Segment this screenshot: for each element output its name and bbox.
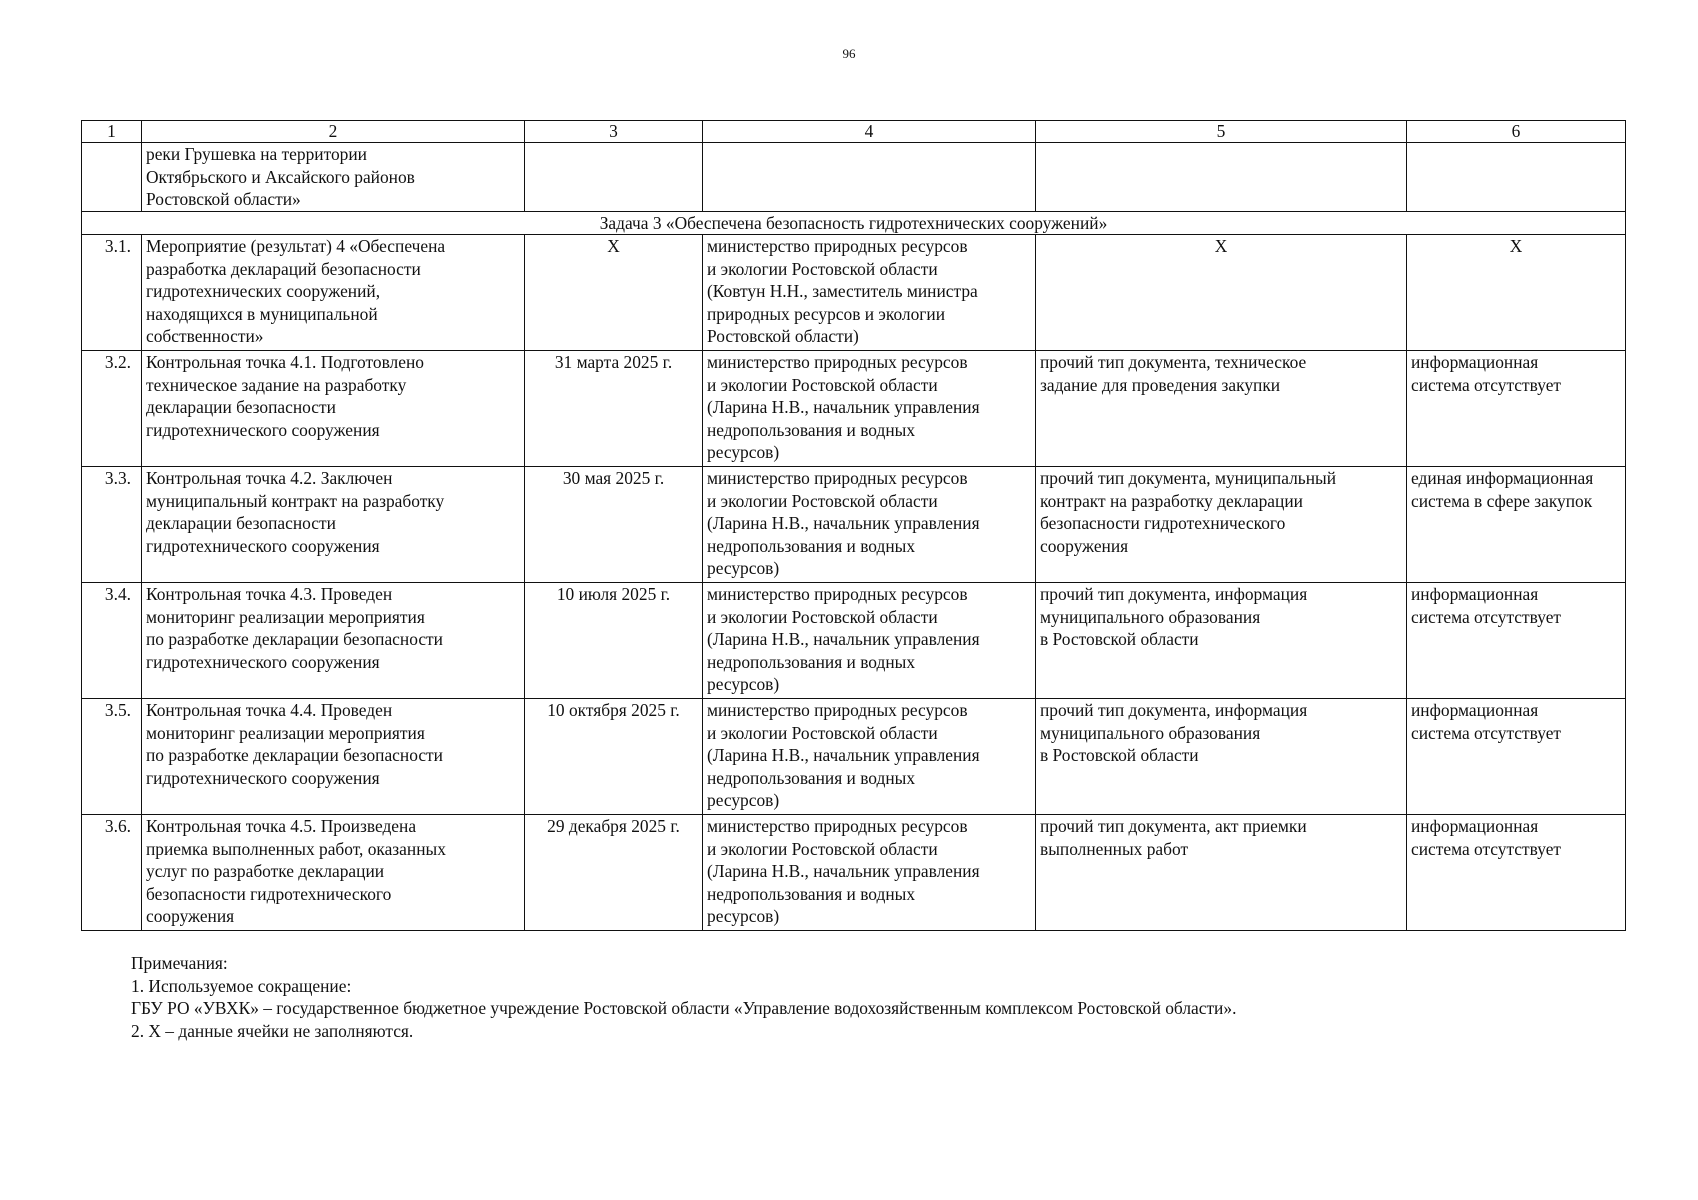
cell-line: прочий тип документа, муниципальный xyxy=(1040,468,1336,488)
activity-plan-table xyxy=(81,120,1626,931)
cell-line: (Ковтун Н.Н., заместитель министра xyxy=(707,281,978,302)
cell-name xyxy=(142,351,525,467)
cell-line: (Ларина Н.В., начальник управления xyxy=(707,861,980,882)
row-number: 3.3. xyxy=(82,467,142,583)
cell-date: 29 декабря 2025 г. xyxy=(525,815,703,931)
cell-empty xyxy=(1407,143,1626,212)
cell-line: гидротехнического сооружения xyxy=(146,651,380,672)
cell-line: недропользования и водных xyxy=(707,767,916,788)
cell-system xyxy=(1407,235,1626,351)
cell-line: информационная xyxy=(1411,816,1539,836)
cell-line: (Ларина Н.В., начальник управления xyxy=(707,629,980,650)
cell-line: Контрольная точка 4.4. Проведен xyxy=(146,700,393,720)
cell-document xyxy=(1036,815,1407,931)
cell-line: выполненных работ xyxy=(1040,838,1189,859)
cell-line: недропользования и водных xyxy=(707,419,916,440)
cell-line: природных ресурсов и экологии xyxy=(707,303,946,324)
cell-empty xyxy=(703,143,1036,212)
cell-empty xyxy=(525,143,703,212)
cell-responsible xyxy=(703,815,1036,931)
cell-line: услуг по разработке декларации xyxy=(146,861,385,882)
cell-system xyxy=(1407,815,1626,931)
cell-line: гидротехнических сооружений, xyxy=(146,281,381,302)
cell-system xyxy=(1407,351,1626,467)
table-row xyxy=(82,583,1626,699)
cell-line: недропользования и водных xyxy=(707,883,916,904)
cell-date: X xyxy=(525,235,703,351)
notes-item-2: 2. X – данные ячейки не заполняются. xyxy=(131,1020,414,1041)
cell-line: ресурсов) xyxy=(707,442,780,463)
column-number: 2 xyxy=(142,121,525,143)
cell-line: министерство природных ресурсов xyxy=(707,584,968,604)
cell-line: сооружения xyxy=(146,906,235,927)
table-row xyxy=(82,699,1626,815)
cell-line: муниципального образования xyxy=(1040,722,1261,743)
cell-document xyxy=(1036,235,1407,351)
notes-section xyxy=(131,952,1236,1042)
cell-line: Ростовской области» xyxy=(146,189,301,210)
cell-line: муниципального образования xyxy=(1040,606,1261,627)
cell-line: Мероприятие (результат) 4 «Обеспечена xyxy=(146,236,446,256)
cell-line: контракт на разработку декларации xyxy=(1040,490,1303,511)
cell-line: техническое задание на разработку xyxy=(146,374,407,395)
cell-line: X xyxy=(1214,236,1228,256)
cell-line: и экологии Ростовской области xyxy=(707,606,938,627)
notes-item-1: 1. Используемое сокращение: xyxy=(131,975,352,996)
cell-line: информационная xyxy=(1411,352,1539,372)
cell-line: министерство природных ресурсов xyxy=(707,352,968,372)
cell-responsible xyxy=(703,351,1036,467)
cell-line: Контрольная точка 4.5. Произведена xyxy=(146,816,417,836)
cell-line: информационная xyxy=(1411,584,1539,604)
task-heading-row xyxy=(82,212,1626,235)
cell-line: мониторинг реализации мероприятия xyxy=(146,722,425,743)
cell-line: X xyxy=(1509,236,1523,256)
cell-line: декларации безопасности xyxy=(146,513,336,534)
cell-line: ресурсов) xyxy=(707,906,780,927)
cell-line: и экологии Ростовской области xyxy=(707,374,938,395)
cell-line: в Ростовской области xyxy=(1040,629,1199,650)
cell-system xyxy=(1407,467,1626,583)
cell-line: и экологии Ростовской области xyxy=(707,490,938,511)
cell-line: система отсутствует xyxy=(1411,838,1562,859)
cell-line: находящихся в муниципальной xyxy=(146,303,378,324)
cell-line: ресурсов) xyxy=(707,558,780,579)
column-number: 3 xyxy=(525,121,703,143)
cell-line: министерство природных ресурсов xyxy=(707,468,968,488)
cell-name xyxy=(142,583,525,699)
continuation-row xyxy=(82,143,1626,212)
cell-line: и экологии Ростовской области xyxy=(707,722,938,743)
cell-line: недропользования и водных xyxy=(707,535,916,556)
cell-date: 30 мая 2025 г. xyxy=(525,467,703,583)
cell-line: (Ларина Н.В., начальник управления xyxy=(707,397,980,418)
cell-line: мониторинг реализации мероприятия xyxy=(146,606,425,627)
cell-name xyxy=(142,467,525,583)
cell-line: система отсутствует xyxy=(1411,722,1562,743)
cell-line: прочий тип документа, информация xyxy=(1040,700,1308,720)
cell-line: задание для проведения закупки xyxy=(1040,374,1281,395)
cell-line: недропользования и водных xyxy=(707,651,916,672)
column-number-row xyxy=(82,121,1626,143)
column-number: 4 xyxy=(703,121,1036,143)
cell-responsible xyxy=(703,699,1036,815)
row-number: 3.4. xyxy=(82,583,142,699)
cell-document xyxy=(1036,583,1407,699)
cell-line: в Ростовской области xyxy=(1040,745,1199,766)
cell-line: прочий тип документа, техническое xyxy=(1040,352,1307,372)
cell-line: собственности» xyxy=(146,326,264,347)
cell-line: и экологии Ростовской области xyxy=(707,838,938,859)
page-number: 96 xyxy=(842,46,856,61)
cell-line: реки Грушевка на территории xyxy=(146,144,367,164)
notes-title: Примечания: xyxy=(131,953,228,973)
cell-document xyxy=(1036,699,1407,815)
cell-system xyxy=(1407,583,1626,699)
cell-responsible xyxy=(703,467,1036,583)
cell-line: система в сфере закупок xyxy=(1411,490,1593,511)
cell-line: муниципальный контракт на разработку xyxy=(146,490,445,511)
cell-system xyxy=(1407,699,1626,815)
cell-name xyxy=(142,235,525,351)
cell-line: гидротехнического сооружения xyxy=(146,767,380,788)
cell-line: Контрольная точка 4.1. Подготовлено xyxy=(146,352,424,372)
cell-name xyxy=(142,815,525,931)
cell-line: прочий тип документа, информация xyxy=(1040,584,1308,604)
cell-line: Контрольная точка 4.3. Проведен xyxy=(146,584,393,604)
cell-line: система отсутствует xyxy=(1411,374,1562,395)
table-row xyxy=(82,815,1626,931)
cell-name xyxy=(142,143,525,212)
table-row xyxy=(82,235,1626,351)
cell-line: Октябрьского и Аксайского районов xyxy=(146,166,415,187)
cell-date: 10 октября 2025 г. xyxy=(525,699,703,815)
cell-name xyxy=(142,699,525,815)
cell-empty xyxy=(1036,143,1407,212)
table-row xyxy=(82,467,1626,583)
cell-line: (Ларина Н.В., начальник управления xyxy=(707,513,980,534)
cell-date: 10 июля 2025 г. xyxy=(525,583,703,699)
cell-line: министерство природных ресурсов xyxy=(707,700,968,720)
cell-responsible xyxy=(703,235,1036,351)
cell-line: Ростовской области) xyxy=(707,326,859,347)
cell-line: ресурсов) xyxy=(707,674,780,695)
row-number: 3.5. xyxy=(82,699,142,815)
column-number: 5 xyxy=(1036,121,1407,143)
cell-line: Контрольная точка 4.2. Заключен xyxy=(146,468,393,488)
cell-responsible xyxy=(703,583,1036,699)
row-number: 3.6. xyxy=(82,815,142,931)
cell-line: прочий тип документа, акт приемки xyxy=(1040,816,1307,836)
cell-empty xyxy=(82,143,142,212)
task-heading: Задача 3 «Обеспечена безопасность гидротехнических сооружений» xyxy=(82,212,1626,235)
row-number: 3.2. xyxy=(82,351,142,467)
table-row xyxy=(82,351,1626,467)
cell-document xyxy=(1036,467,1407,583)
cell-line: декларации безопасности xyxy=(146,397,336,418)
cell-line: гидротехнического сооружения xyxy=(146,535,380,556)
cell-line: министерство природных ресурсов xyxy=(707,236,968,256)
cell-line: ресурсов) xyxy=(707,790,780,811)
cell-date: 31 марта 2025 г. xyxy=(525,351,703,467)
cell-line: министерство природных ресурсов xyxy=(707,816,968,836)
cell-line: единая информационная xyxy=(1411,468,1594,488)
cell-line: безопасности гидротехнического xyxy=(146,883,392,904)
cell-document xyxy=(1036,351,1407,467)
cell-line: по разработке декларации безопасности xyxy=(146,629,443,650)
cell-line: гидротехнического сооружения xyxy=(146,419,380,440)
cell-line: информационная xyxy=(1411,700,1539,720)
cell-line: (Ларина Н.В., начальник управления xyxy=(707,745,980,766)
cell-line: сооружения xyxy=(1040,535,1129,556)
notes-abbreviation: ГБУ РО «УВХК» – государственное бюджетное учреждение Ростовской области «Управление водохозяйственным комплексом Ростовской области». xyxy=(131,998,1237,1019)
column-number: 1 xyxy=(82,121,142,143)
cell-line: система отсутствует xyxy=(1411,606,1562,627)
cell-line: по разработке декларации безопасности xyxy=(146,745,443,766)
cell-line: приемка выполненных работ, оказанных xyxy=(146,838,446,859)
cell-line: безопасности гидротехнического xyxy=(1040,513,1286,534)
column-number: 6 xyxy=(1407,121,1626,143)
row-number: 3.1. xyxy=(82,235,142,351)
cell-line: разработка деклараций безопасности xyxy=(146,258,421,279)
cell-line: и экологии Ростовской области xyxy=(707,258,938,279)
